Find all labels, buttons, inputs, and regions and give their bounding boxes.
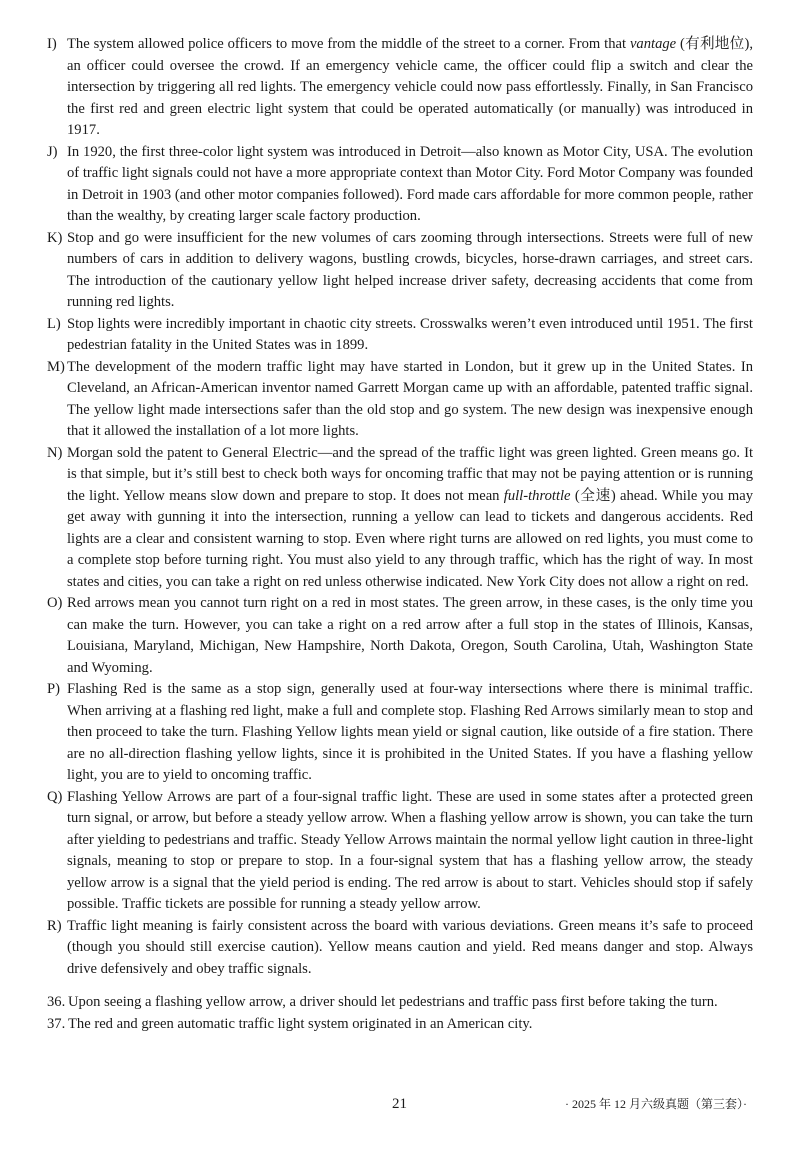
paragraph [47, 314, 753, 357]
question [47, 992, 753, 1014]
paragraph [47, 916, 753, 981]
paragraph-label: L) [47, 315, 61, 332]
paragraph [47, 357, 753, 443]
paragraph-label: O) [47, 595, 63, 611]
paragraph-text: Traffic light meaning is fairly consistent across the board with various deviations. Green means it’s safe to proceed (though you should still exercise caution). Yellow means caution and yield. Red means danger and stop. Always drive defensively and obey traffic signals. [67, 917, 753, 977]
exam-source: · 2025 年 12 月六级真题（第三套）· [565, 1097, 747, 1111]
paragraph-text: In 1920, the first three-color light system was introduced in Detroit—also known as Motor City, USA. The evolution of traffic light signals could not have a more appropriate context than Motor City. Ford Motor Company was founded in Detroit in 1903 (and other motor companies followed). Ford made cars affordable for more common people, rather than the wealthy, by creating larger scale factory production. [67, 143, 753, 224]
paragraph-text: The development of the modern traffic light may have started in London, but it grew up in the United States. In Cleveland, an African-American inventor named Garrett Morgan came up with an affordable, patented traffic signal. The yellow light made intersections safer than the old stop and go system. The new design was inexpensive enough that it allowed the installation of a lot more lights. [67, 358, 753, 439]
paragraph-text: Morgan sold the patent to General Electric—and the spread of the traffic light was green lighted. Green means go. It is that simple, but it’s still best to check both ways for oncoming traffic that may not be paying attention or is running the light. Yellow means slow down and prepare to stop. It does not mean full-throttle (全速) ahead. While you may get away with gunning it into the intersection, running a yellow can lead to tickets and dangerous accidents. Red lights are a clear and consistent warning to stop. Even where right turns are allowed on red lights, you must come to a complete stop before turning right. You must also yield to any through traffic, which has the right of way. In most states and cities, you can take a right on red unless otherwise indicated. New York City does not allow a right on red. [67, 444, 753, 590]
paragraph-text: The system allowed police officers to move from the middle of the street to a corner. From that vantage (有利地位), an officer could oversee the crowd. If an emergency vehicle came, the officer could flip a switch and clear the intersection by triggering all red lights. The emergency vehicle could now pass effortlessly. Finally, in San Francisco the first red and green electric light system that could be operated automatically (or manually) was introduced in 1917. [67, 36, 753, 138]
paragraph-label: R) [47, 917, 62, 934]
paragraph [47, 34, 753, 142]
paragraph-text: Stop and go were insufficient for the new volumes of cars zooming through intersections. Streets were full of new numbers of cars in addition to delivery wagons, bustling crowds, bicycles, horse-drawn carriages, and street cars. The introduction of the cautionary yellow light helped increase driver safety, decreasing accidents that come from running red lights. [67, 229, 753, 310]
paragraph [47, 142, 753, 228]
paragraph-label: I) [47, 36, 57, 52]
paragraph-text: Flashing Red is the same as a stop sign, generally used at four-way intersections where there is minimal traffic. When arriving at a flashing red light, make a full and complete stop. Flashing Red Arrows similarly mean to stop and then proceed to take the turn. Flashing Yellow lights mean yield or signal caution, like outside of a fire station. There are no all-direction flashing yellow lights, since it is prohibited in the United States. If you have a flashing yellow light, you are to yield to oncoming traffic. [67, 681, 753, 783]
paragraph [47, 593, 753, 679]
question [47, 1014, 753, 1036]
paragraph-label: J) [47, 143, 58, 160]
paragraph-text: Flashing Yellow Arrows are part of a four-signal traffic light. These are used in some states after a protected green turn signal, or arrow, but before a steady yellow arrow. When a flashing yellow arrow is shown, you can take the turn after yielding to pedestrians and traffic. Steady Yellow Arrows maintain the normal yellow light caution in three-light signals, meaning to stop or prepare to stop. In a four-signal system that has a flashing yellow arrow, the steady yellow arrow is a signal that the yield period is ending. The red arrow is about to start. Vehicles should stop if safely possible. Traffic tickets are possible for running a steady yellow arrow. [67, 788, 753, 912]
paragraph-text: Red arrows mean you cannot turn right on a red in most states. The green arrow, in these cases, is the only time you can make the turn. However, you can take a right on a red arrow after a full stop in the states of Illinois, Kansas, Louisiana, Maryland, Michigan, New Hampshire, North Dakota, Oregon, South Carolina, Utah, Washington State and Wyoming. [67, 595, 753, 676]
paragraph-label: P) [47, 681, 60, 697]
passage [47, 34, 753, 1035]
page-number: 21 [392, 1096, 407, 1112]
paragraph [47, 443, 753, 594]
paragraph-label: K) [47, 229, 63, 246]
question-text: Upon seeing a flashing yellow arrow, a driver should let pedestrians and traffic pass first before taking the turn. [68, 994, 718, 1010]
paragraph-text: Stop lights were incredibly important in chaotic city streets. Crosswalks weren’t even introduced until 1951. The first pedestrian fatality in the United States was in 1899. [67, 315, 753, 353]
paragraph [47, 679, 753, 787]
paragraph [47, 228, 753, 314]
paragraph-label: M) [47, 358, 65, 375]
paragraph-label: Q) [47, 788, 63, 805]
paragraph [47, 787, 753, 916]
question-label: 36. [47, 994, 66, 1010]
paragraph-label: N) [47, 444, 63, 461]
question-text: The red and green automatic traffic light system originated in an American city. [68, 1015, 533, 1032]
question-label: 37. [47, 1015, 66, 1032]
